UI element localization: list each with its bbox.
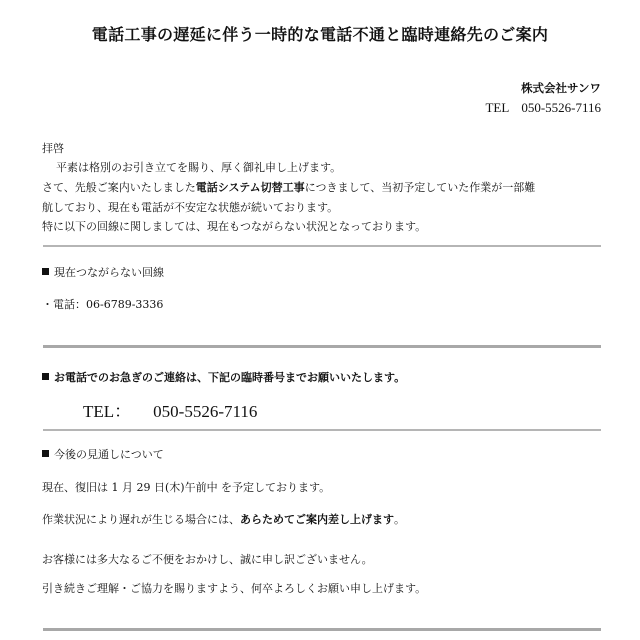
outlook-line-2-pre: 作業状況により遅れが生じる場合には、 [42, 513, 240, 526]
outlook-line-3: お客様には多大なるご不便をおかけし、誠に申し訳ございません。 [42, 553, 373, 566]
sender-tel-label: TEL [485, 100, 510, 115]
divider-1 [43, 245, 601, 247]
outlook-line-2 [42, 513, 405, 527]
sender-company: 株式会社サンワ [521, 81, 601, 95]
section-emergency-heading [42, 369, 405, 385]
sender-tel [485, 100, 601, 116]
greeting-line-2-pre: さて、先般ご案内いたしました [42, 181, 196, 194]
square-bullet-icon [42, 450, 49, 457]
outlook-line-1: 現在、復旧は 1 月 29 日(木)午前中 を予定しております。 [42, 481, 331, 494]
divider-4 [43, 628, 601, 631]
greeting-line-4: 特に以下の回線に関しましては、現在もつながらない状況となっております。 [42, 220, 427, 233]
emergency-tel [83, 397, 257, 422]
divider-2 [43, 345, 601, 348]
section-unreachable-heading [42, 264, 164, 280]
greeting-line-2-emphasis: 電話システム切替工事 [195, 181, 305, 194]
greeting-opening: 拝啓 [42, 142, 64, 155]
section-outlook-heading-text: 今後の見通しについて [54, 448, 164, 461]
section-unreachable-heading-text: 現在つながらない回線 [54, 266, 164, 279]
outlook-line-2-emphasis: あらためてご案内差し上げます [240, 513, 394, 526]
greeting-line-1: 平素は格別のお引き立てを賜り、厚く御礼申し上げます。 [56, 161, 342, 174]
greeting-line-2 [42, 181, 535, 195]
divider-3 [43, 429, 601, 431]
greeting-line-2-post: につきまして、当初予定していた作業が一部難 [304, 181, 536, 194]
document-title: 電話工事の遅延に伴う一時的な電話不通と臨時連絡先のご案内 [91, 25, 549, 44]
outlook-line-2-post: 。 [394, 513, 405, 526]
square-bullet-icon [42, 268, 49, 275]
emergency-tel-number: 050-5526-7116 [153, 402, 258, 421]
section-emergency-heading-text: お電話でのお急ぎのご連絡は、下記の臨時番号までお願いいたします。 [54, 371, 406, 384]
square-bullet-icon [42, 373, 49, 380]
unreachable-line-item: ・電話：06-6789-3336 [42, 298, 164, 311]
outlook-line-4: 引き続きご理解・ご協力を賜りますよう、何卒よろしくお願い申し上げます。 [42, 582, 427, 595]
sender-tel-number: 050-5526-7116 [521, 100, 601, 115]
greeting-line-3: 航しており、現在も電話が不安定な状態が続いております。 [42, 201, 339, 214]
emergency-tel-label: TEL： [83, 402, 132, 421]
section-outlook-heading [42, 446, 164, 462]
